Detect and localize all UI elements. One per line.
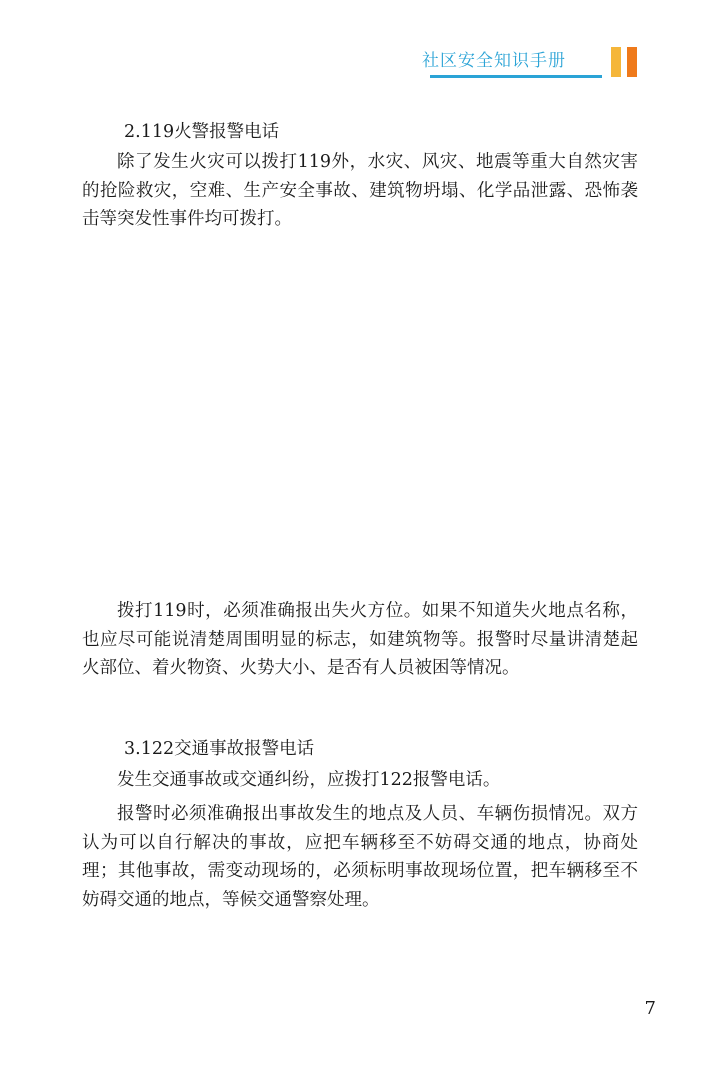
paragraph-119-instructions: 拨打119时，必须准确报出失火方位。如果不知道失火地点名称，也应尽可能说清楚周围明显的标志，如建筑物等。报警时尽量讲清楚起火部位、着火物资、火势大小、是否有人员被困等情况。 (82, 601, 638, 678)
accent-bar-yellow (611, 47, 621, 77)
blank-image-area (82, 270, 638, 590)
paragraph-119-scope: 除了发生火灾可以拨打119外，水灾、风灾、地震等重大自然灾害的抢险救灾，空难、生产安全事故、建筑物坍塌、化学品泄露、恐怖袭击等突发性事件均可拨打。 (82, 152, 638, 229)
page-number: 7 (644, 998, 656, 1019)
accent-bar-orange (627, 47, 637, 77)
section-heading-119: 2.119火警报警电话 (124, 122, 280, 142)
title-underline (430, 75, 602, 78)
paragraph-122-intro: 发生交通事故或交通纠纷，应拨打122报警电话。 (117, 770, 501, 790)
handbook-title: 社区安全知识手册 (422, 51, 566, 71)
section-heading-122: 3.122交通事故报警电话 (124, 739, 315, 759)
paragraph-122-instructions: 报警时必须准确报出事故发生的地点及人员、车辆伤损情况。双方认为可以自行解决的事故，应把车辆移至不妨碍交通的地点，协商处理；其他事故，需变动现场的，必须标明事故现场位置，把车辆移至不妨碍交通的地点，等候交通警察处理。 (82, 804, 638, 910)
